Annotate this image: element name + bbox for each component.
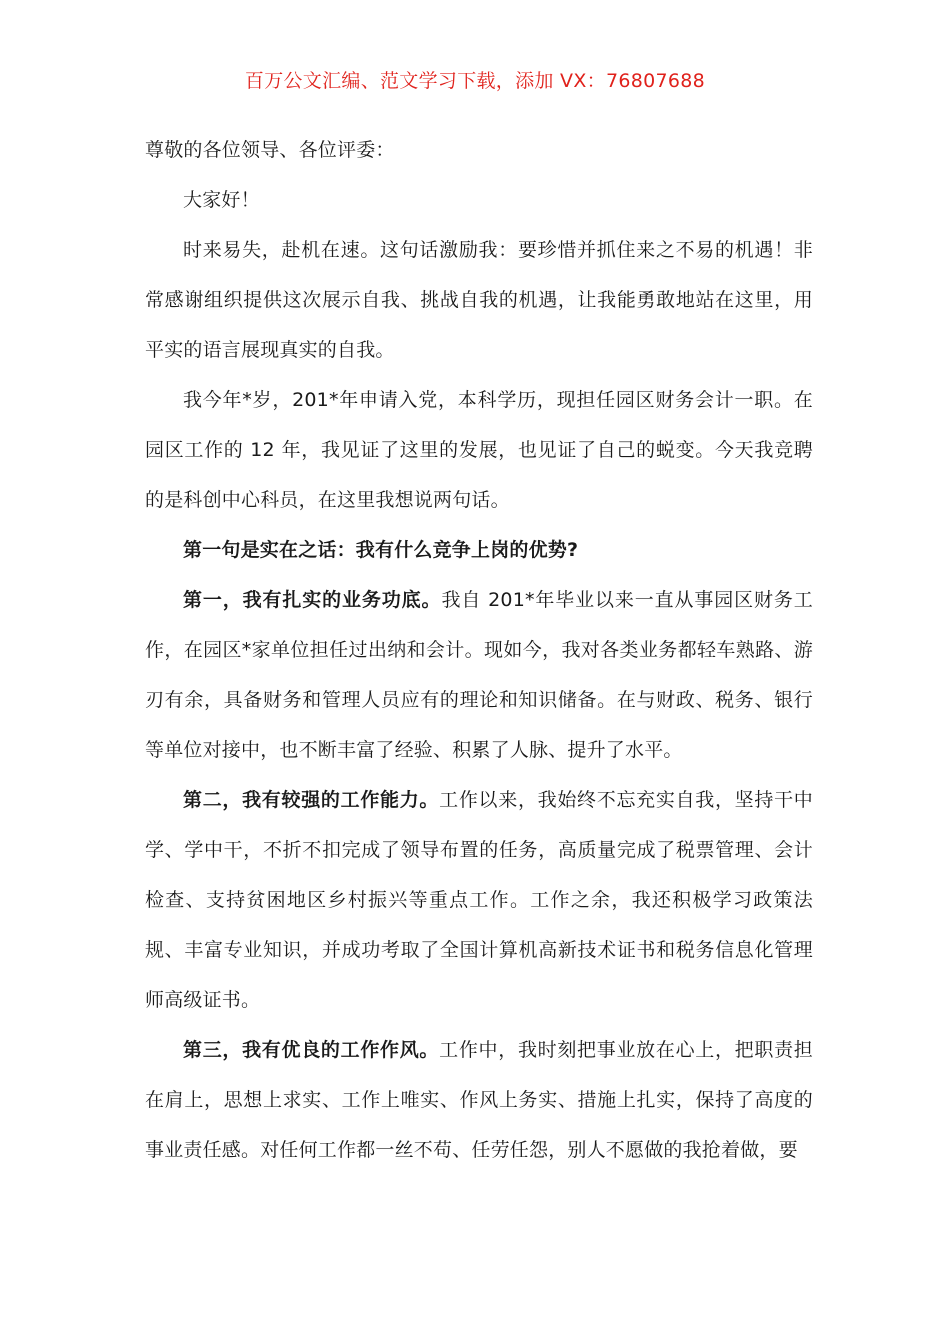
point-3-text: 工作中，我时刻把事业放在心上，把职责担在肩上，思想上求实、工作上唯实、作风上务实、措施上扎实，保持了高度的事业责任感。对任何工作都一丝不苟、任劳任怨，别人不愿做的我抢着做，要 [145, 1039, 813, 1161]
point-1-text: 我自 201*年毕业以来一直从事园区财务工作，在园区*家单位担任过出纳和会计。现如今，我对各类业务都轻车熟路、游刃有余，具备财务和管理人员应有的理论和知识储备。在与财政、税务、银行等单位对接中，也不断丰富了经验、积累了人脉、提升了水平。 [145, 589, 813, 761]
paragraph-opening: 时来易失，赴机在速。这句话激励我：要珍惜并抓住来之不易的机遇！非常感谢组织提供这次展示自我、挑战自我的机遇，让我能勇敢地站在这里，用平实的语言展现真实的自我。 [145, 239, 813, 361]
paragraph-point-1 [145, 575, 813, 775]
point-1-lead: 第一，我有扎实的业务功底。 [183, 589, 442, 611]
section-heading-advantages: 第一句是实在之话：我有什么竞争上岗的优势? [183, 539, 579, 561]
greeting: 大家好！ [183, 189, 260, 211]
point-2-lead: 第二，我有较强的工作能力。 [183, 789, 440, 811]
point-3-lead: 第三，我有优良的工作作风。 [183, 1039, 440, 1061]
document-body [145, 125, 813, 1175]
paragraph-point-3 [145, 1025, 813, 1175]
paragraph-self-intro: 我今年*岁，201*年申请入党，本科学历，现担任园区财务会计一职。在园区工作的 12 年，我见证了这里的发展，也见证了自己的蜕变。今天我竞聘的是科创中心科员，在这里我想说两句话。 [145, 389, 813, 511]
header-watermark-text: 百万公文汇编、范文学习下载，添加 VX：76807688 [244, 70, 706, 92]
salutation: 尊敬的各位领导、各位评委： [145, 139, 395, 161]
paragraph-point-2 [145, 775, 813, 1025]
point-2-text: 工作以来，我始终不忘充实自我，坚持干中学、学中干，不折不扣完成了领导布置的任务，高质量完成了税票管理、会计检查、支持贫困地区乡村振兴等重点工作。工作之余，我还积极学习政策法规、丰富专业知识，并成功考取了全国计算机高新技术证书和税务信息化管理师高级证书。 [145, 789, 813, 1011]
